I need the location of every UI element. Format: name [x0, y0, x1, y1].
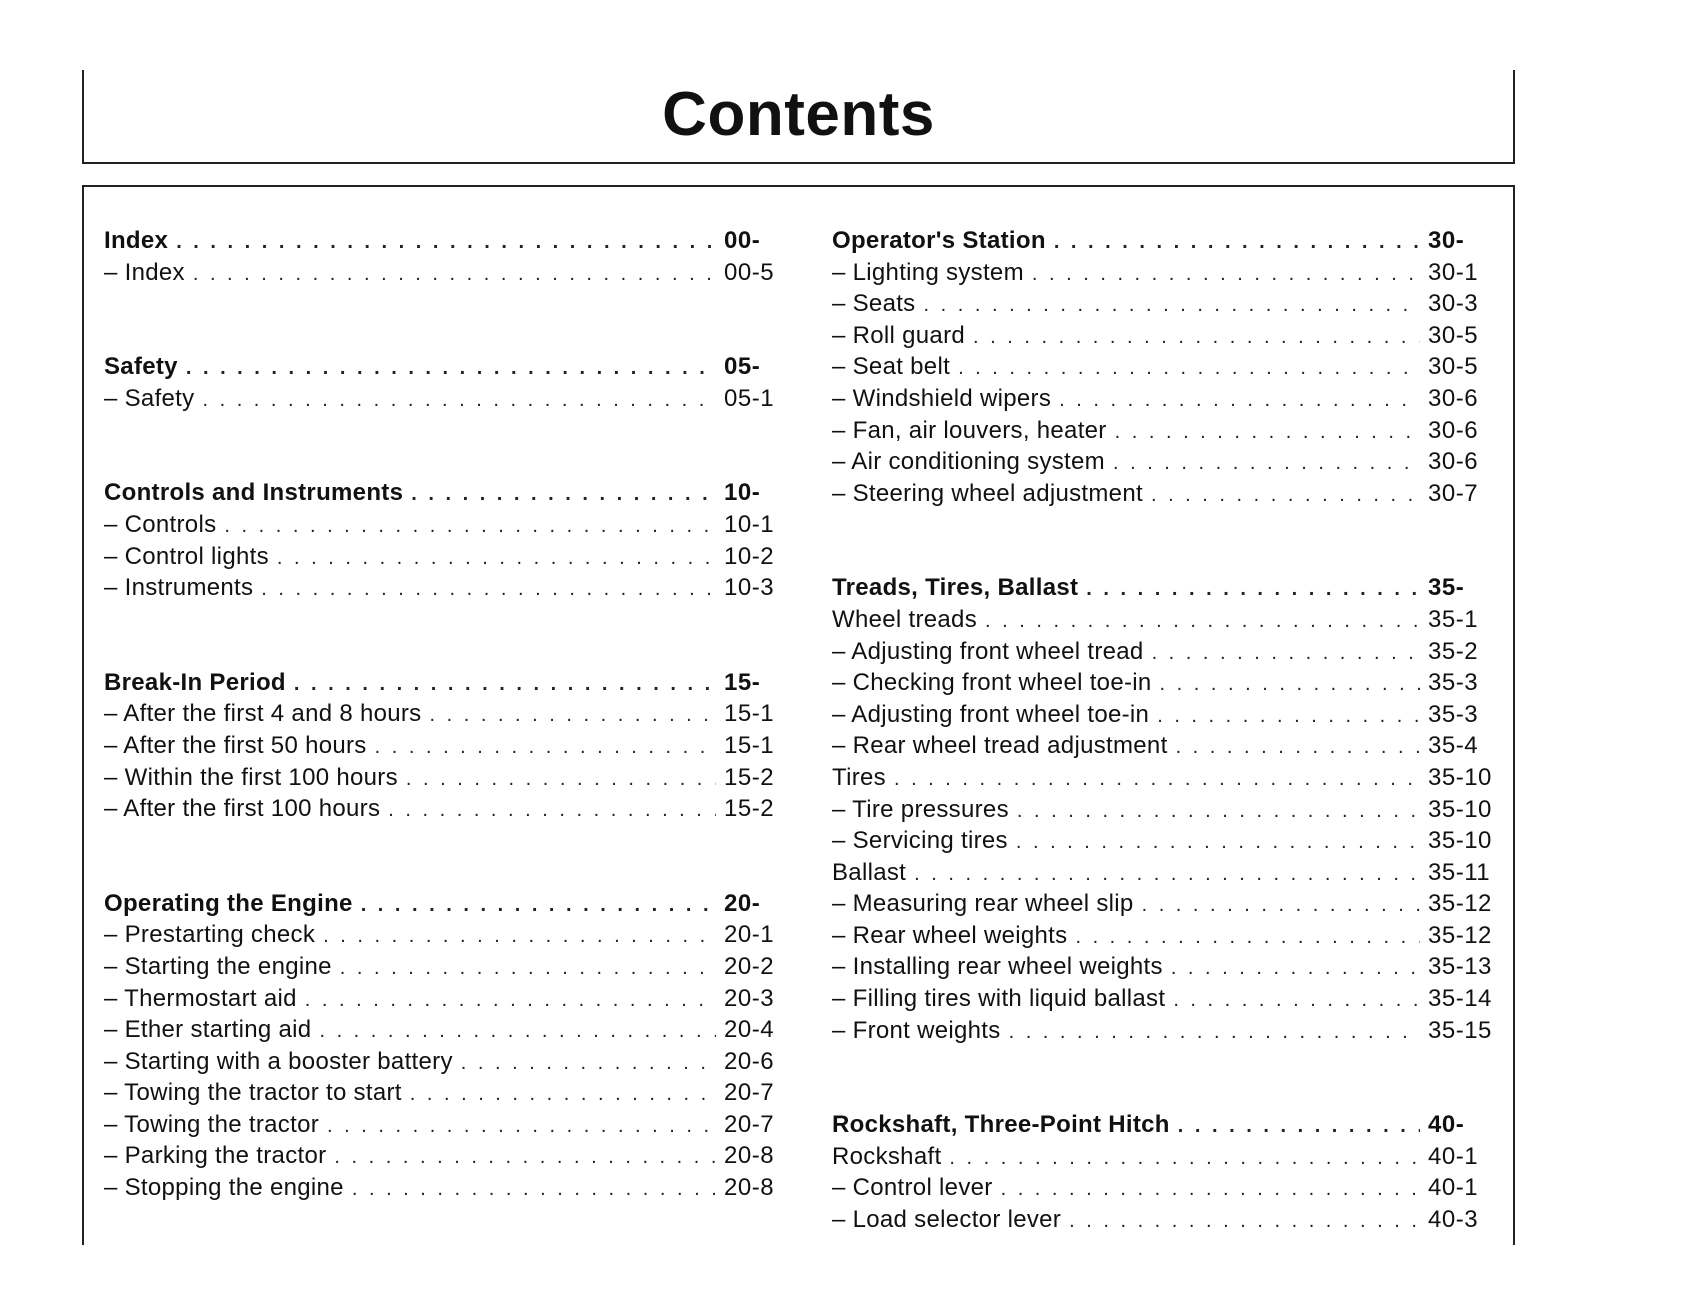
toc-page-number: 30-5 — [1428, 353, 1479, 381]
toc-entry-label: – Towing the tractor — [104, 1110, 320, 1138]
toc-page-number: 30-6 — [1428, 416, 1479, 444]
dot-leader — [1113, 448, 1420, 478]
toc-entry-label: Operator's Station — [832, 227, 1046, 254]
toc-page-number: 20-7 — [724, 1110, 775, 1138]
toc-page-number: 20-3 — [724, 984, 775, 1012]
toc-entry[interactable] — [832, 1015, 1500, 1047]
toc-entry[interactable] — [104, 383, 796, 415]
toc-page-number: 20- — [724, 889, 761, 917]
dot-leader — [1173, 985, 1420, 1015]
toc-entry-label: – Controls — [104, 510, 217, 538]
toc-page-number: 30- — [1428, 227, 1465, 254]
toc-page-number: 35-12 — [1428, 921, 1492, 949]
dot-leader — [176, 227, 716, 257]
toc-entry-label: – Lighting system — [832, 258, 1024, 286]
toc-section-heading[interactable] — [104, 888, 796, 920]
toc-entry-label: – Parking the tractor — [104, 1142, 327, 1170]
dot-leader — [334, 1142, 716, 1172]
toc-section-heading[interactable] — [832, 225, 1500, 257]
toc-page-number: 20-6 — [724, 1047, 775, 1075]
toc-entry[interactable] — [104, 983, 796, 1015]
toc-page-number: 40- — [1428, 1111, 1465, 1139]
toc-page-number: 15-2 — [724, 763, 775, 791]
toc-entry[interactable] — [104, 257, 796, 289]
toc-page-number: 30-6 — [1428, 448, 1479, 476]
toc-section-heading[interactable] — [104, 225, 796, 257]
toc-section-heading[interactable] — [104, 477, 796, 509]
toc-page-number: 20-4 — [724, 1016, 775, 1044]
toc-page-number: 35-14 — [1428, 985, 1492, 1013]
toc-section-heading[interactable] — [832, 572, 1500, 604]
toc-entry-label: – Index — [104, 258, 185, 286]
toc-entry[interactable] — [832, 1141, 1500, 1173]
page-title: Contents — [662, 80, 935, 149]
toc-section — [104, 225, 796, 288]
toc-entry-label: – Instruments — [104, 574, 254, 602]
toc-entry-label: – Towing the tractor to start — [104, 1079, 402, 1107]
toc-section — [104, 888, 796, 1204]
toc-page-number: 40-3 — [1428, 1206, 1479, 1234]
dot-leader — [985, 606, 1420, 636]
toc-entry-label: Index — [104, 227, 169, 254]
toc-entry-label: – Steering wheel adjustment — [832, 479, 1143, 507]
toc-entry-label: – After the first 100 hours — [104, 795, 381, 823]
toc-entry-label: – Fan, air louvers, heater — [832, 416, 1107, 444]
toc-entry-label: – Starting the engine — [104, 952, 332, 980]
dot-leader — [1115, 417, 1420, 447]
toc-page-number: 10-2 — [724, 542, 775, 570]
dot-leader — [406, 764, 716, 794]
toc-page-number: 05- — [724, 353, 761, 381]
toc-entry[interactable] — [104, 730, 796, 762]
toc-entry[interactable] — [104, 951, 796, 983]
toc-entry-label: – Starting with a booster battery — [104, 1047, 453, 1075]
dot-leader — [1075, 922, 1420, 952]
toc-page-number: 35-11 — [1428, 858, 1491, 886]
toc-page-number: 20-1 — [724, 921, 775, 949]
toc-page-number: 20-8 — [724, 1142, 775, 1170]
toc-entry-label: Rockshaft, Three-Point Hitch — [832, 1111, 1170, 1139]
toc-entry-label: – Roll guard — [832, 321, 966, 349]
toc-entry-label: Controls and Instruments — [104, 479, 404, 507]
dot-leader — [1032, 259, 1420, 289]
dot-leader — [1151, 480, 1420, 510]
dot-leader — [949, 1143, 1420, 1173]
dot-leader — [388, 795, 716, 825]
toc-entry-label: – Thermostart aid — [104, 984, 297, 1012]
toc-entry-label: – Servicing tires — [832, 827, 1008, 855]
toc-entry[interactable] — [832, 1204, 1500, 1236]
dot-leader — [958, 353, 1420, 383]
dot-leader — [261, 574, 716, 604]
toc-page-number: 10-1 — [724, 510, 775, 538]
toc-page-number: 35-12 — [1428, 890, 1492, 918]
dot-leader — [924, 290, 1421, 320]
toc-entry-label: – Rear wheel weights — [832, 921, 1068, 949]
toc-page-number: 15-1 — [724, 700, 775, 728]
toc-entry[interactable] — [104, 1014, 796, 1046]
dot-leader — [375, 732, 716, 762]
toc-page-number: 35-10 — [1428, 795, 1492, 823]
toc-entry[interactable] — [832, 762, 1500, 794]
toc-entry-label: – Measuring rear wheel slip — [832, 890, 1134, 918]
toc-entry[interactable] — [832, 1172, 1500, 1204]
toc-page-number: 35-10 — [1428, 763, 1492, 791]
dot-leader — [1017, 796, 1420, 826]
dot-leader — [1016, 827, 1420, 857]
dot-leader — [202, 385, 716, 415]
toc-entry-label: Rockshaft — [832, 1142, 942, 1170]
toc-page-number: 30-6 — [1428, 384, 1479, 412]
toc-entry[interactable] — [832, 320, 1500, 352]
toc-section — [104, 477, 796, 603]
toc-page-number: 35-2 — [1428, 637, 1479, 665]
toc-right-column — [832, 225, 1500, 1299]
toc-entry-label: – Front weights — [832, 1016, 1001, 1044]
toc-section — [104, 667, 796, 825]
toc-entry-label: – Load selector lever — [832, 1206, 1062, 1234]
toc-entry[interactable] — [832, 446, 1500, 478]
dot-leader — [914, 859, 1420, 889]
toc-entry[interactable] — [104, 1172, 796, 1204]
toc-entry[interactable] — [832, 288, 1500, 320]
toc-page-number: 35-1 — [1428, 605, 1479, 633]
toc-entry[interactable] — [832, 730, 1500, 762]
dot-leader — [429, 700, 716, 730]
toc-page-number: 20-7 — [724, 1079, 775, 1107]
toc-entry-label: – Windshield wipers — [832, 384, 1052, 412]
toc-entry[interactable] — [832, 920, 1500, 952]
toc-entry-label: – Prestarting check — [104, 921, 316, 949]
toc-entry-label: – After the first 50 hours — [104, 731, 367, 759]
toc-entry-label: – Adjusting front wheel toe-in — [832, 700, 1150, 728]
dot-leader — [294, 669, 716, 699]
toc-left-column — [104, 225, 796, 1267]
toc-page-number: 30-5 — [1428, 321, 1479, 349]
dot-leader — [1178, 1111, 1420, 1141]
dot-leader — [1142, 890, 1420, 920]
toc-entry-label: Wheel treads — [832, 605, 977, 633]
toc-entry-label: – After the first 4 and 8 hours — [104, 700, 422, 728]
toc-section-heading[interactable] — [832, 1109, 1500, 1141]
dot-leader — [186, 353, 716, 383]
toc-section — [832, 225, 1500, 509]
toc-entry-label: – Installing rear wheel weights — [832, 953, 1163, 981]
toc-page-number: 15-1 — [724, 731, 775, 759]
toc-entry[interactable] — [832, 478, 1500, 510]
dot-leader — [1171, 953, 1420, 983]
toc-page-number: 30-3 — [1428, 290, 1479, 318]
toc-entry[interactable] — [104, 509, 796, 541]
dot-leader — [411, 479, 716, 509]
dot-leader — [410, 1079, 716, 1109]
dot-leader — [461, 1048, 716, 1078]
toc-page-number: 30-1 — [1428, 258, 1479, 286]
dot-leader — [361, 890, 716, 920]
toc-section — [832, 572, 1500, 1046]
toc-page-number: 40-1 — [1428, 1142, 1479, 1170]
toc-page-number: 20-8 — [724, 1174, 775, 1202]
toc-page-number: 35-10 — [1428, 827, 1492, 855]
toc-entry[interactable] — [104, 793, 796, 825]
toc-section — [832, 1109, 1500, 1235]
toc-page-number: 15-2 — [724, 795, 775, 823]
toc-page-number: 35-13 — [1428, 953, 1492, 981]
toc-entry-label: – Control lever — [832, 1174, 993, 1202]
toc-entry-label: – Seat belt — [832, 353, 951, 381]
toc-entry-label: – Tire pressures — [832, 795, 1009, 823]
toc-entry[interactable] — [104, 1140, 796, 1172]
toc-entry[interactable] — [832, 604, 1500, 636]
toc-entry[interactable] — [832, 857, 1500, 889]
toc-page-number: 00- — [724, 227, 761, 254]
toc-entry-label: – Adjusting front wheel tread — [832, 637, 1144, 665]
toc-entry[interactable] — [832, 383, 1500, 415]
toc-entry[interactable] — [104, 1109, 796, 1141]
toc-entry[interactable] — [832, 351, 1500, 383]
toc-entry[interactable] — [104, 919, 796, 951]
dot-leader — [1160, 669, 1420, 699]
toc-entry-label: – Air conditioning system — [832, 448, 1105, 476]
dot-leader — [323, 921, 716, 951]
toc-entry[interactable] — [104, 762, 796, 794]
dot-leader — [1176, 732, 1420, 762]
dot-leader — [1157, 701, 1420, 731]
toc-page-number: 05-1 — [724, 384, 775, 412]
dot-leader — [224, 511, 716, 541]
toc-page-number: 20-2 — [724, 952, 775, 980]
toc-page-number: 10- — [724, 479, 761, 507]
toc-entry[interactable] — [832, 667, 1500, 699]
dot-leader — [1152, 638, 1420, 668]
toc-page-number: 35-3 — [1428, 669, 1479, 697]
toc-entry[interactable] — [104, 698, 796, 730]
dot-leader — [1069, 1206, 1420, 1236]
dot-leader — [894, 764, 1420, 794]
dot-leader — [327, 1111, 716, 1141]
toc-entry-label: Treads, Tires, Ballast — [832, 574, 1079, 602]
toc-entry-label: – Control lights — [104, 542, 269, 570]
toc-section-heading[interactable] — [104, 667, 796, 699]
toc-entry-label: – Seats — [832, 290, 916, 318]
dot-leader — [193, 259, 716, 289]
toc-page-number: 35-3 — [1428, 700, 1479, 728]
toc-entry[interactable] — [104, 1046, 796, 1078]
dot-leader — [305, 985, 716, 1015]
toc-entry-label: Tires — [832, 763, 886, 791]
toc-entry[interactable] — [832, 699, 1500, 731]
toc-page-number: 10-3 — [724, 574, 775, 602]
toc-entry-label: Safety — [104, 353, 178, 381]
title-box — [82, 70, 1515, 164]
toc-entry-label: – Ether starting aid — [104, 1016, 312, 1044]
toc-page-number: 35-15 — [1428, 1016, 1492, 1044]
toc-entry-label: Break-In Period — [104, 668, 286, 696]
toc-entry-label: Ballast — [832, 858, 907, 886]
dot-leader — [1054, 227, 1420, 257]
toc-page-number: 00-5 — [724, 258, 775, 286]
toc-entry[interactable] — [832, 951, 1500, 983]
toc-entry[interactable] — [104, 1077, 796, 1109]
toc-entry-label: Operating the Engine — [104, 889, 353, 917]
toc-entry-label: – Rear wheel tread adjustment — [832, 732, 1168, 760]
toc-entry[interactable] — [832, 888, 1500, 920]
dot-leader — [1059, 385, 1420, 415]
toc-section-heading[interactable] — [104, 351, 796, 383]
toc-page-number: 30-7 — [1428, 479, 1479, 507]
dot-leader — [1009, 1017, 1420, 1047]
toc-entry[interactable] — [832, 636, 1500, 668]
toc-page-number: 35- — [1428, 574, 1465, 602]
toc-page-number: 40-1 — [1428, 1174, 1479, 1202]
toc-entry[interactable] — [832, 415, 1500, 447]
toc-entry-label: – Filling tires with liquid ballast — [832, 985, 1166, 1013]
toc-entry[interactable] — [832, 825, 1500, 857]
toc-entry[interactable] — [832, 983, 1500, 1015]
toc-entry-label: – Stopping the engine — [104, 1174, 344, 1202]
toc-entry[interactable] — [832, 257, 1500, 289]
toc-page-number: 15- — [724, 668, 761, 696]
toc-entry[interactable] — [104, 541, 796, 573]
dot-leader — [352, 1174, 716, 1204]
dot-leader — [973, 322, 1420, 352]
contents-box — [82, 185, 1515, 1245]
toc-entry[interactable] — [832, 794, 1500, 826]
toc-section — [104, 351, 796, 414]
toc-entry-label: – Safety — [104, 384, 195, 412]
toc-entry-label: – Checking front wheel toe-in — [832, 669, 1152, 697]
toc-page-number: 35-4 — [1428, 732, 1479, 760]
toc-entry-label: – Within the first 100 hours — [104, 763, 398, 791]
dot-leader — [319, 1016, 716, 1046]
dot-leader — [340, 953, 716, 983]
dot-leader — [1001, 1174, 1420, 1204]
dot-leader — [1086, 574, 1420, 604]
dot-leader — [277, 543, 716, 573]
toc-entry[interactable] — [104, 572, 796, 604]
